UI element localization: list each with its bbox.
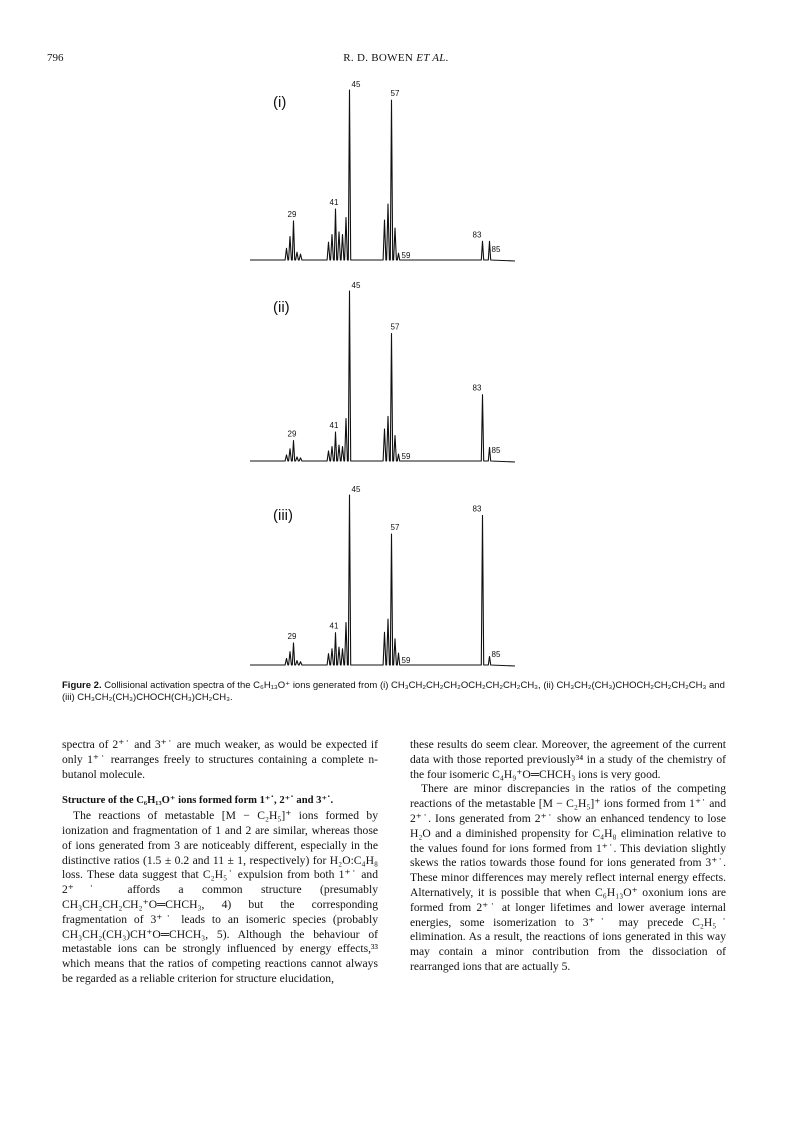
peak-label-83: 83 <box>472 383 482 393</box>
peak-label-29: 29 <box>287 631 297 641</box>
peak-label-85: 85 <box>491 650 501 659</box>
spectrum-iii <box>250 481 520 671</box>
peak-label-59: 59 <box>401 452 411 461</box>
section-heading: Structure of the C₆H₁₃O⁺ ions formed form 1⁺˙, 2⁺˙ and 3⁺˙. <box>62 795 334 807</box>
peak-label-59: 59 <box>401 251 411 260</box>
peak-label-45: 45 <box>351 281 361 290</box>
peak-label-41: 41 <box>329 421 339 431</box>
figure-caption-label: Figure 2. <box>62 680 102 691</box>
peak-label-45: 45 <box>351 485 361 494</box>
right-column <box>410 738 726 975</box>
spectrum-label-ii: (ii) <box>273 299 290 316</box>
peak-label-41: 41 <box>329 621 339 631</box>
spectrum-ii <box>250 277 520 467</box>
spectrum-i <box>250 76 520 266</box>
peak-label-83: 83 <box>472 230 482 240</box>
peak-label-45: 45 <box>351 80 361 89</box>
left-paragraph-1: spectra of 2⁺˙ and 3⁺˙ are much weaker, as would be expected if only 1⁺˙ rearranges freely to structures containing a complete n-butanol molecule. <box>62 738 378 781</box>
figure-caption-text: Collisional activation spectra of the C₆H₁₃O⁺ ions generated from (i) CH₃CH₂CH₂CH₂OCH₂CH₂CH₂CH₃, (ii) CH₃CH₂(CH₃)CHOCH₂CH₂CH₂CH₃ and (iii) CH₃CH₂(CH₃)CHOCH(CH₃)CH₂CH₃. <box>62 680 725 703</box>
peak-label-57: 57 <box>390 523 400 533</box>
peak-label-41: 41 <box>329 198 339 207</box>
peak-label-29: 29 <box>287 429 297 439</box>
spectrum-label-iii: (iii) <box>273 507 293 524</box>
right-paragraph-1: these results do seem clear. Moreover, the agreement of the current data with those reported previously³⁴ in a study of the chemistry of the four isomeric C₄H₉⁺O═CHCH₃ ions is very good. <box>410 738 726 781</box>
page-number: 796 <box>47 52 64 64</box>
peak-label-57: 57 <box>390 89 400 99</box>
running-head-et-al: ET AL. <box>416 52 449 64</box>
spectrum-label-i: (i) <box>273 94 287 111</box>
peak-label-85: 85 <box>491 446 501 455</box>
peak-label-59: 59 <box>401 656 411 665</box>
running-head-authors: R. D. BOWEN <box>343 52 414 64</box>
left-paragraph-2: The reactions of metastable [M − C₂H₅]⁺ ions formed by ionization and fragmentation of 1 and 2 are similar, whereas those of ions generated from 3 are noticeably different, especially in the distinctive ratios (1.5 ± 0.2 and 11 ± 1, respectively) for H₂O:C₄H₈ loss. These data suggest that C₂H₅˙ expulsion from both 1⁺˙ and 2⁺˙ affords a common structure (presumably CH₃CH₂CH₂CH₂⁺O═CHCH₃, 4) but the corresponding fragmentation of 3⁺˙ leads to an isomeric species (probably CH₃CH₂(CH₃)CH⁺O═CHCH₃, 5). Although the behaviour of metastable ions can be strongly influenced by energy effects,³³ which means that the ratios of competing reactions cannot always be regarded as a reliable criterion for structure elucidation, <box>62 809 378 985</box>
right-paragraph-2: There are minor discrepancies in the ratios of the competing reactions of the metastable [M − C₂H₅]⁺ ions formed from 1⁺˙ and 2⁺˙. Ions generated from 2⁺˙ show an enhanced tendency to lose H₂O and a diminished propensity for C₄H₈ elimination relative to the values found for ions formed from 1⁺˙. This deviation slightly skews the ratios towards those found for ions generated from 3⁺˙. These minor differences may merely reflect internal energy effects. Alternatively, it is possible that when C₆H₁₃O⁺ oxonium ions are formed from 2⁺˙ at longer lifetimes and lower average internal energies, some isomerization to 3⁺˙ may precede C₂H₅˙ elimination. As a result, the reactions of ions generated in this way may contain a minor contribution from the dissociation of rearranged ions that are actually 5. <box>410 782 726 973</box>
left-column <box>62 738 378 987</box>
running-head <box>0 52 792 64</box>
peak-label-29: 29 <box>287 209 297 219</box>
figure-caption <box>62 680 734 704</box>
peak-label-85: 85 <box>491 245 501 254</box>
peak-label-83: 83 <box>472 504 482 514</box>
peak-label-57: 57 <box>390 322 400 332</box>
